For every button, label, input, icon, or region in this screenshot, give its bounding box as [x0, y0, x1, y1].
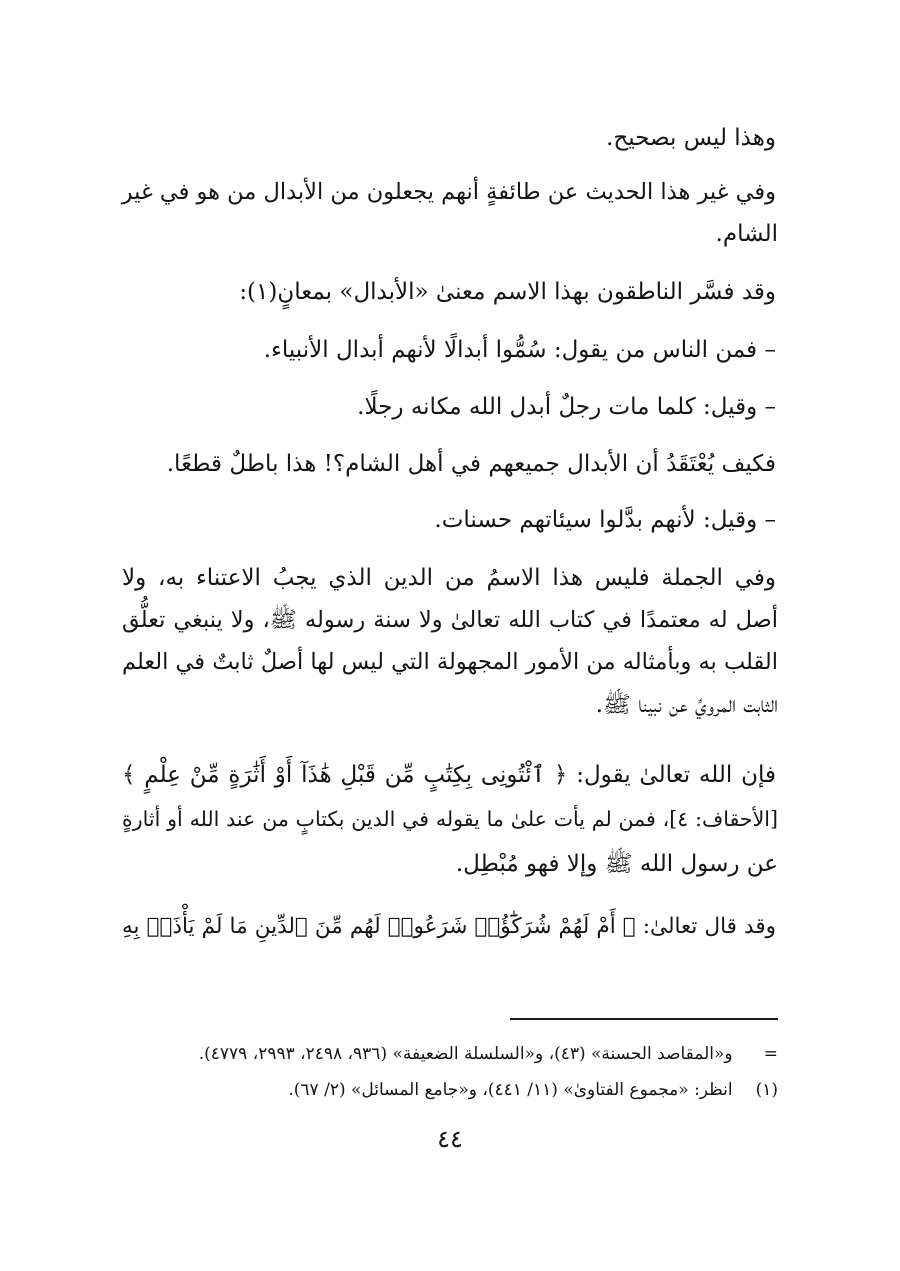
- text-line: – وقيل: كلما مات رجلٌ أبدل الله مكانه رجلًا.: [357, 394, 776, 420]
- text-line: عن رسول الله ﷺ وإلا فهو مُبْطِل.: [455, 851, 778, 877]
- text-line: وقد فسَّر الناطقون بهذا الاسم معنىٰ «الأبدال» بمعانٍ(١):: [239, 279, 776, 305]
- text-line: الشام.: [715, 221, 778, 247]
- footnote-1: [110, 1078, 778, 1102]
- footnote-continuation: [110, 1042, 778, 1066]
- text-line: – فمن الناس من يقول: سُمُّوا أبدالًا لأنهم أبدال الأنبياء.: [263, 337, 776, 363]
- text-line: [الأحقاف: ٤]، فمن لم يأت علىٰ ما يقوله في الدين بكتابٍ من عند الله أو أثارةٍ: [122, 807, 778, 831]
- text-line: وهذا ليس بصحيح.: [606, 125, 776, 151]
- footnote-separator: [510, 1018, 778, 1020]
- footnote-marker: =: [763, 1044, 778, 1064]
- page-number: ٤٤: [437, 1125, 463, 1153]
- text-line: القلب به وبأمثاله من الأمور المجهولة التي ليس لها أصلٌ ثابتٌ في العلم: [122, 649, 778, 675]
- text-line: أصل له معتمدًا في كتاب الله تعالىٰ ولا سنة رسوله ﷺ، ولا ينبغي تعلُّق: [122, 607, 778, 633]
- footnote-marker: (١): [755, 1080, 778, 1100]
- quran-verse-line: فإن الله تعالىٰ يقول: ﴿ ٱئْتُونِى بِكِتَٰبٍ مِّن قَبْلِ هَٰذَآ أَوْ أَثَٰرَةٍ مِّنْ عِلْمٍ ﴾: [122, 762, 776, 788]
- footnote-text: و«المقاصد الحسنة» (٤٣)، و«السلسلة الضعيفة» (٩٣٦، ٢٤٩٨، ٢٩٩٣، ٤٧٧٩).: [198, 1044, 733, 1064]
- text-line: فكيف يُعْتَقَدُ أن الأبدال جميعهم في أهل الشام؟! هذا باطلٌ قطعًا.: [166, 451, 776, 477]
- text-line: الثابت المرويِّ عن نبينا ﷺ.: [595, 692, 778, 718]
- text-line: وفي الجملة فليس هذا الاسمُ من الدين الذي يجبُ الاعتناء به، ولا: [122, 565, 776, 591]
- quran-verse-line: وقد قال تعالىٰ: ﴿ أَمْ لَهُمْ شُرَكَٰٓؤُا۟ شَرَعُوا۟ لَهُم مِّنَ ٱلدِّينِ مَا لَمْ يَأْذَنۢ بِهِ: [122, 914, 776, 939]
- text-line: – وقيل: لأنهم بدَّلوا سيئاتهم حسنات.: [434, 507, 776, 533]
- footnote-text: انظر: «مجموع الفتاوىٰ» (١١/ ٤٤١)، و«جامع المسائل» (٢/ ٦٧).: [288, 1080, 733, 1100]
- text-line: وفي غير هذا الحديث عن طائفةٍ أنهم يجعلون من الأبدال من هو في غير: [121, 179, 776, 205]
